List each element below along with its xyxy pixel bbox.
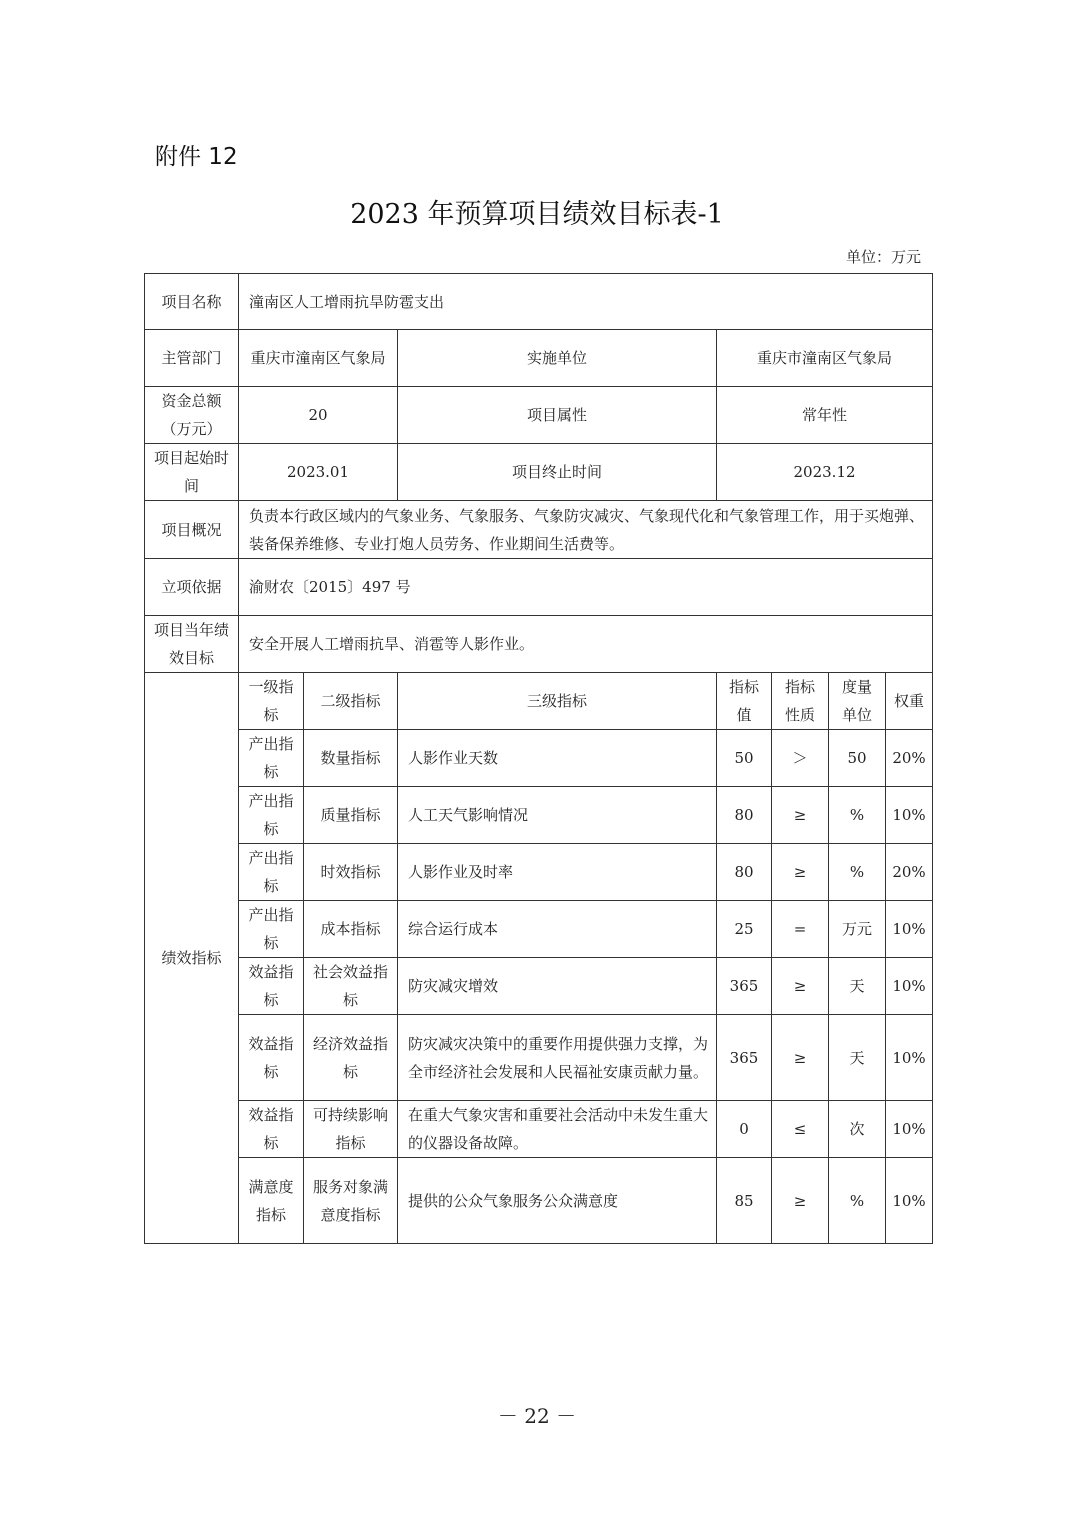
l3-cell: 提供的公众气象服务公众满意度 [398, 1158, 717, 1244]
indicator-header-row [145, 673, 933, 730]
basis-label: 立项依据 [145, 559, 239, 616]
l3-cell: 防灾减灾决策中的重要作用提供强力支撑，为全市经济社会发展和人民福祉安康贡献力量。 [398, 1015, 717, 1101]
nature-cell: ≥ [772, 958, 829, 1015]
value-cell: 365 [717, 1015, 772, 1101]
header-value: 指标值 [717, 673, 772, 730]
header-nature: 指标性质 [772, 673, 829, 730]
header-weight: 权重 [886, 673, 933, 730]
table-row [145, 730, 933, 787]
table-row [145, 844, 933, 901]
l3-cell: 人影作业及时率 [398, 844, 717, 901]
project-name-label: 项目名称 [145, 274, 239, 330]
header-l3: 三级指标 [398, 673, 717, 730]
weight-cell: 10% [886, 1158, 933, 1244]
l2-cell: 社会效益指标 [304, 958, 398, 1015]
page-title: 2023 年预算项目绩效目标表-1 [350, 199, 724, 230]
l2-cell: 数量指标 [304, 730, 398, 787]
table-row [145, 787, 933, 844]
page-number: － 22 － [497, 1404, 577, 1428]
goal-value: 安全开展人工增雨抗旱、消雹等人影作业。 [239, 616, 933, 673]
weight-cell: 10% [886, 1015, 933, 1101]
weight-cell: 10% [886, 1101, 933, 1158]
row-basis [145, 559, 933, 616]
value-cell: 0 [717, 1101, 772, 1158]
l3-cell: 综合运行成本 [398, 901, 717, 958]
weight-cell: 20% [886, 730, 933, 787]
unit-cell: % [829, 787, 886, 844]
row-fund [145, 387, 933, 444]
attr-label: 项目属性 [398, 387, 717, 444]
table-row [145, 1158, 933, 1244]
l1-cell: 效益指标 [239, 1101, 304, 1158]
value-cell: 80 [717, 844, 772, 901]
nature-cell: ≥ [772, 1158, 829, 1244]
l1-cell: 产出指标 [239, 844, 304, 901]
l3-cell: 人工天气影响情况 [398, 787, 717, 844]
unit-cell: 万元 [829, 901, 886, 958]
table-row [145, 1015, 933, 1101]
project-name-value: 潼南区人工增雨抗旱防雹支出 [239, 274, 933, 330]
attr-value: 常年性 [717, 387, 933, 444]
nature-cell: ≤ [772, 1101, 829, 1158]
value-cell: 85 [717, 1158, 772, 1244]
nature-cell: ≥ [772, 844, 829, 901]
row-overview [145, 501, 933, 559]
value-cell: 25 [717, 901, 772, 958]
nature-cell: = [772, 901, 829, 958]
value-cell: 80 [717, 787, 772, 844]
l1-cell: 产出指标 [239, 901, 304, 958]
overview-value: 负责本行政区域内的气象业务、气象服务、气象防灾减灾、气象现代化和气象管理工作，用于买炮弹、装备保养维修、专业打炮人员劳务、作业期间生活费等。 [239, 501, 933, 559]
unit-cell: 50 [829, 730, 886, 787]
l1-cell: 产出指标 [239, 787, 304, 844]
indicator-section-label: 绩效指标 [145, 673, 239, 1244]
weight-cell: 10% [886, 958, 933, 1015]
impl-value: 重庆市潼南区气象局 [717, 330, 933, 387]
l1-cell: 满意度指标 [239, 1158, 304, 1244]
unit-cell: % [829, 1158, 886, 1244]
l3-cell: 人影作业天数 [398, 730, 717, 787]
weight-cell: 10% [886, 787, 933, 844]
unit-cell: 天 [829, 958, 886, 1015]
unit-cell: % [829, 844, 886, 901]
l3-cell: 在重大气象灾害和重要社会活动中未发生重大的仪器设备故障。 [398, 1101, 717, 1158]
header-l2: 二级指标 [304, 673, 398, 730]
l2-cell: 可持续影响指标 [304, 1101, 398, 1158]
header-l1: 一级指标 [239, 673, 304, 730]
weight-cell: 10% [886, 901, 933, 958]
nature-cell: ≥ [772, 1015, 829, 1101]
row-dates [145, 444, 933, 501]
fund-value: 20 [239, 387, 398, 444]
goal-label: 项目当年绩效目标 [145, 616, 239, 673]
unit-cell: 天 [829, 1015, 886, 1101]
row-project-name [145, 274, 933, 330]
unit-cell: 次 [829, 1101, 886, 1158]
start-value: 2023.01 [239, 444, 398, 501]
row-goal [145, 616, 933, 673]
nature-cell: ＞ [772, 730, 829, 787]
l1-cell: 产出指标 [239, 730, 304, 787]
l2-cell: 经济效益指标 [304, 1015, 398, 1101]
l2-cell: 成本指标 [304, 901, 398, 958]
dept-label: 主管部门 [145, 330, 239, 387]
l3-cell: 防灾减灾增效 [398, 958, 717, 1015]
value-cell: 365 [717, 958, 772, 1015]
l2-cell: 时效指标 [304, 844, 398, 901]
end-label: 项目终止时间 [398, 444, 717, 501]
table-row [145, 958, 933, 1015]
nature-cell: ≥ [772, 787, 829, 844]
l2-cell: 服务对象满意度指标 [304, 1158, 398, 1244]
basis-value: 渝财农〔2015〕497 号 [239, 559, 933, 616]
unit-note: 单位：万元 [845, 248, 921, 266]
l2-cell: 质量指标 [304, 787, 398, 844]
table-row [145, 901, 933, 958]
attachment-label: 附件 12 [155, 144, 238, 170]
impl-label: 实施单位 [398, 330, 717, 387]
dept-value: 重庆市潼南区气象局 [239, 330, 398, 387]
header-unit: 度量单位 [829, 673, 886, 730]
fund-label: 资金总额（万元） [145, 387, 239, 444]
l1-cell: 效益指标 [239, 1015, 304, 1101]
start-label: 项目起始时间 [145, 444, 239, 501]
l1-cell: 效益指标 [239, 958, 304, 1015]
weight-cell: 20% [886, 844, 933, 901]
value-cell: 50 [717, 730, 772, 787]
end-value: 2023.12 [717, 444, 933, 501]
performance-target-table [144, 273, 933, 1244]
table-row [145, 1101, 933, 1158]
row-department [145, 330, 933, 387]
overview-label: 项目概况 [145, 501, 239, 559]
